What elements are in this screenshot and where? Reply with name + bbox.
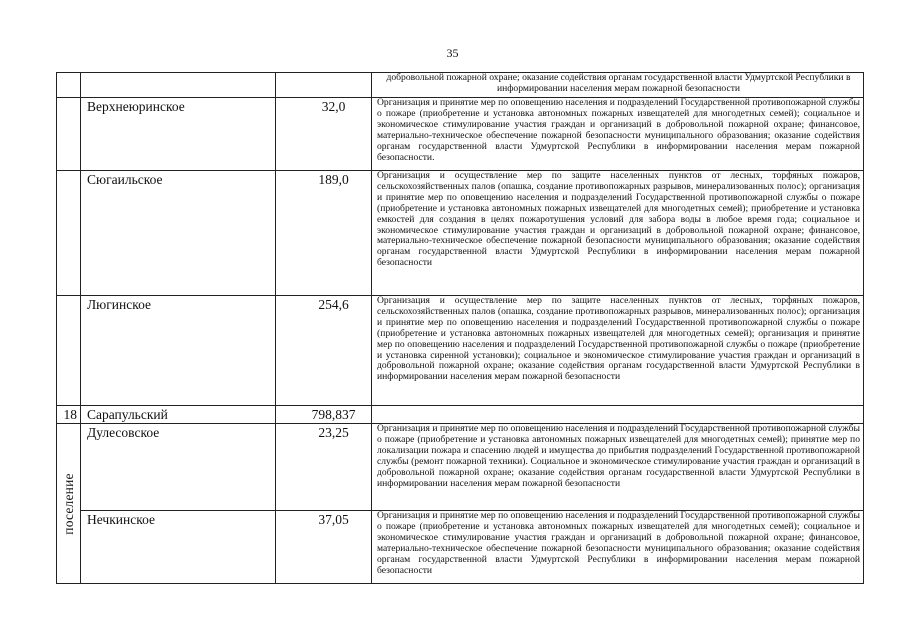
- district-row: [57, 406, 864, 424]
- row-number-cell: [57, 73, 81, 98]
- settlement-name: Люгинское: [81, 296, 276, 406]
- table-row: [57, 511, 864, 584]
- district-name: Сарапульский: [81, 406, 276, 424]
- row-number-cell: [57, 98, 81, 171]
- district-description: [372, 406, 864, 424]
- row-number-cell: [57, 171, 81, 296]
- district-number: 18: [57, 406, 81, 424]
- amount-cell: 254,6: [276, 296, 372, 406]
- table-row: [57, 98, 864, 171]
- table-row: [57, 73, 864, 98]
- amount-cell: 23,25: [276, 424, 372, 511]
- amount-cell: 32,0: [276, 98, 372, 171]
- amount-cell: 37,05: [276, 511, 372, 584]
- description-cell: Организация и принятие мер по оповещению населения и подразделений Государственной противопожарной службы о пожаре (приобретение и установка автономных пожарных извещателей для многодетных семей); социальное и экономическое стимулирование участия граждан и организаций в добровольной пожарной охране; финансовое, материально-техническое обеспечение пожарной безопасности муниципального образования; оказание содействия органам государственной власти Удмуртской Республики в информировании населения мерам пожарной безопасности: [372, 511, 864, 584]
- vertical-label: поселение: [60, 472, 76, 535]
- description-cell: добровольной пожарной охране; оказание содействия органам государственной власти Удмуртской Республики в информировании населения мерам пожарной безопасности: [372, 73, 864, 98]
- amount-cell: [276, 73, 372, 98]
- page-number: 35: [446, 46, 459, 60]
- description-cell: Организация и принятие мер по оповещению населения и подразделений Государственной противопожарной службы о пожаре (приобретение и установка автономных пожарных извещателей для многодетных семей); социальное и экономическое стимулирование участия граждан и организаций в добровольной пожарной охране; финансовое, материально-техническое обеспечение пожарной безопасности муниципального образования; оказание содействия органам государственной власти Удмуртской Республики в информировании населения мерам пожарной безопасности.: [372, 98, 864, 171]
- table-row: [57, 171, 864, 296]
- table-row: [57, 424, 864, 511]
- settlement-name: Верхнеюринское: [81, 98, 276, 171]
- district-amount: 798,837: [276, 406, 372, 424]
- table-row: [57, 296, 864, 406]
- settlement-name: Дулесовское: [81, 424, 276, 511]
- settlement-type-cell: [57, 424, 81, 584]
- settlement-name: [81, 73, 276, 98]
- row-number-cell: [57, 296, 81, 406]
- description-cell: Организация и осуществление мер по защите населенных пунктов от лесных, торфяных пожаров, сельскохозяйственных палов (опашка, создание противопожарных разрывов, минерализованных полос); организация и принятие мер по оповещению населения и подразделений Государственной противопожарной службы о пожаре (приобретение и установка автономных пожарных извещателей для многодетных семей); организация и принятие мер по оповещению населения и подразделений Государственной противопожарной службы о пожаре (приобретение и установка сиренной установки); социальное и экономическое стимулирование участия граждан и организаций в добровольной пожарной охране; оказание содействия органам государственной власти Удмуртской Республики в информировании населения мерам пожарной безопасности: [372, 296, 864, 406]
- amount-cell: 189,0: [276, 171, 372, 296]
- fire-safety-table: [56, 72, 864, 584]
- settlement-name: Сюгаильское: [81, 171, 276, 296]
- description-cell: Организация и принятие мер по оповещению населения и подразделений Государственной противопожарной службы о пожаре (приобретение и установка автономных пожарных извещателей для многодетных семей); принятие мер по локализации пожара и спасению людей и имущества до прибытия подразделений Государственной противопожарной службы (ремонт пожарной техники). Социальное и экономическое стимулирование участия граждан и организаций в добровольной пожарной охране; оказание содействия органам государственной власти Удмуртской Республики в информировании населения мерам пожарной безопасности: [372, 424, 864, 511]
- settlement-name: Нечкинское: [81, 511, 276, 584]
- description-cell: Организация и осуществление мер по защите населенных пунктов от лесных, торфяных пожаров, сельскохозяйственных палов (опашка, создание противопожарных разрывов, минерализованных полос); организация и принятие мер по оповещению населения и подразделений Государственной противопожарной службы о пожаре (приобретение и установка автономных пожарных извещателей для многодетных семей); приобретение и установка емкостей для создания в целях пожаротушения условий для забора воды в любое время года; социальное и экономическое стимулирование участия граждан и организаций в добровольной пожарной охране; финансовое, материально-техническое обеспечение пожарной безопасности муниципального образования; оказание содействия органам государственной власти Удмуртской Республики в информировании населения мерам пожарной безопасности: [372, 171, 864, 296]
